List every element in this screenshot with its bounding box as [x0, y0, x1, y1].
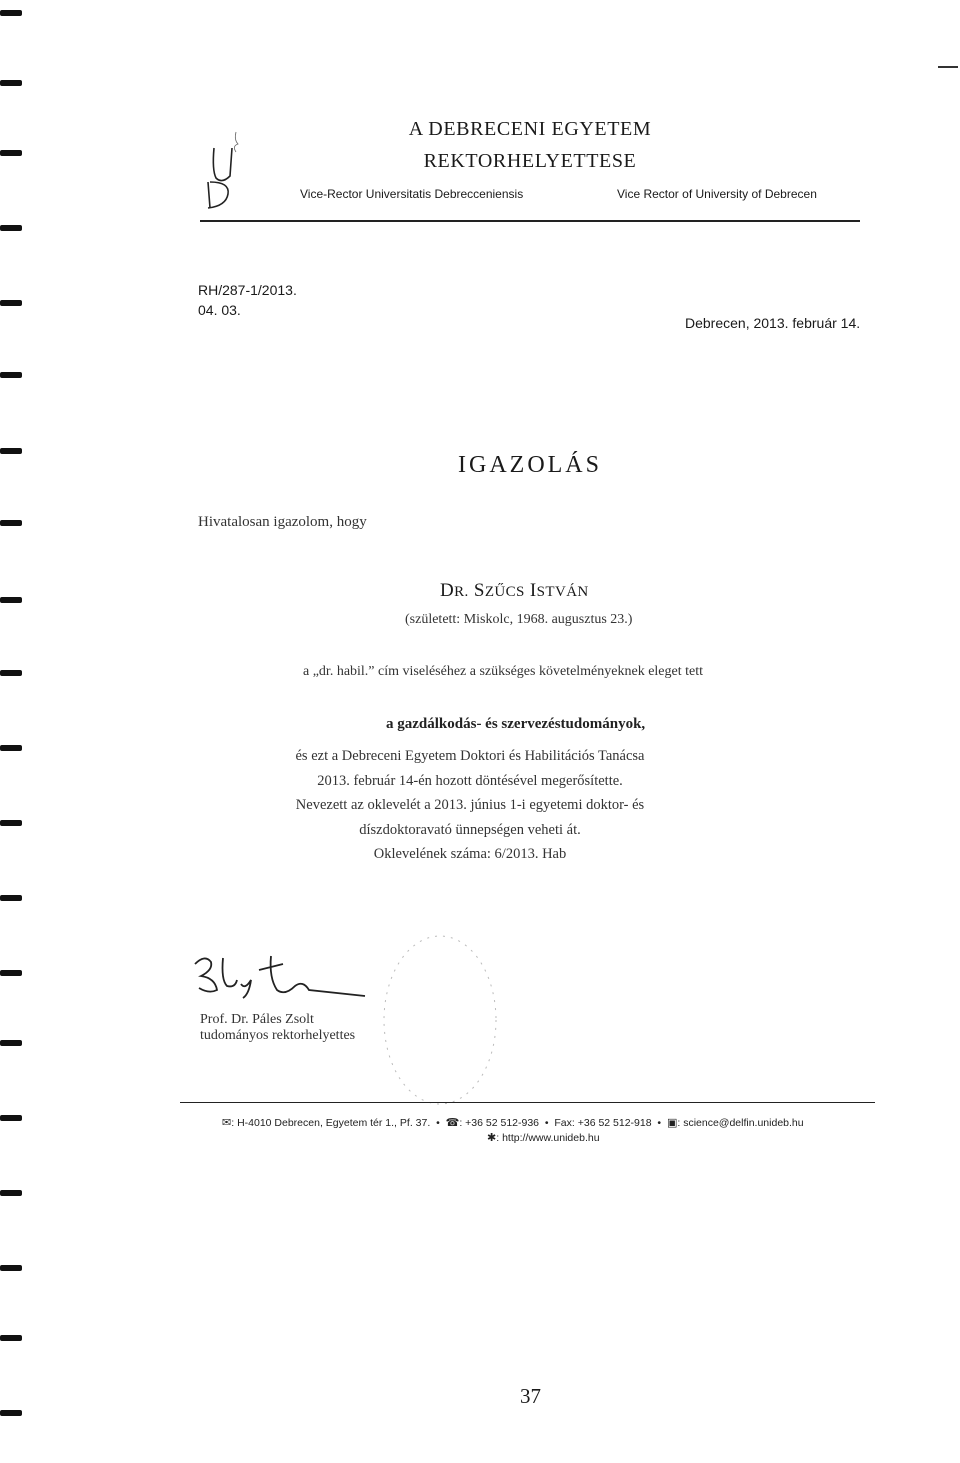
name-prefix-rest: R. [454, 584, 469, 600]
corner-dash [938, 66, 958, 68]
signer-role: tudományos rektorhelyettes [200, 1028, 356, 1043]
surname-rest: ZŰCS [484, 584, 525, 600]
intro-text: Hivatalosan igazolom, hogy [198, 514, 367, 530]
body-line: Oklevelének száma: 6/2013. Hab [373, 846, 567, 862]
footer-web-line: ✱: http://www.unideb.hu [487, 1132, 600, 1144]
reference-date: 04. 03. [198, 302, 241, 318]
phone-icon: ☎ [445, 1117, 460, 1129]
birth-details: (született: Miskolc, 1968. augusztus 23.) [405, 612, 633, 627]
computer-icon: ▣ [666, 1117, 678, 1129]
surname-initial: S [473, 580, 485, 601]
body-line: 2013. február 14-én hozott döntésével megerősítette. [317, 772, 623, 789]
signer-name: Prof. Dr. Páles Zsolt [200, 1012, 314, 1027]
signer-block [200, 1012, 355, 1044]
fax-label: Fax: [554, 1117, 575, 1129]
given-name-initial: I [529, 580, 537, 601]
globe-icon: ✱ [487, 1132, 497, 1144]
footer-contact-line: ✉: H-4010 Debrecen, Egyetem tér 1., Pf. 37. • ☎: +36 52 512-936 • Fax: +36 52 512-918 • ▣: science@delfin.unideb.hu [222, 1117, 804, 1129]
scientific-field: a gazdálkodás- és szervezéstudományok, [386, 716, 646, 732]
body-line: díszdoktoravató ünnepségen veheti át. [359, 821, 581, 838]
footer-address: H-4010 Debrecen, Egyetem tér 1., Pf. 37. [237, 1117, 431, 1129]
body-line: és ezt a Debreceni Egyetem Doktori és Habilitációs Tanácsa [295, 748, 645, 764]
footer-web[interactable]: http://www.unideb.hu [502, 1132, 600, 1144]
body-text [240, 744, 700, 867]
footer-rule [180, 1102, 875, 1103]
document-title: IGAZOLÁS [458, 452, 602, 478]
university-name: A DEBRECENI EGYETEM [408, 118, 652, 140]
office-name: REKTORHELYETTESE [423, 150, 637, 172]
name-prefix-initial: D [440, 580, 455, 601]
footer-fax: +36 52 512-918 [577, 1117, 652, 1129]
reference-number: RH/287-1/2013. [198, 282, 297, 298]
handwritten-signature [185, 950, 385, 1006]
footer-phone: +36 52 512-936 [465, 1117, 540, 1129]
university-logo [196, 130, 256, 210]
place-and-date: Debrecen, 2013. február 14. [685, 315, 861, 331]
page-number: 37 [520, 1384, 541, 1408]
header-rule [200, 220, 860, 222]
latin-subtitle: Vice-Rector Universitatis Debrecceniensis [300, 187, 524, 201]
footer-email[interactable]: science@delfin.unideb.hu [683, 1117, 804, 1129]
habil-statement: a „dr. habil.” cím viseléséhez a szükséges követelményeknek eleget tett [303, 664, 704, 679]
given-name-rest: STVÁN [536, 584, 589, 600]
faint-stamp [380, 930, 520, 1110]
envelope-icon: ✉ [222, 1117, 232, 1129]
english-subtitle: Vice Rector of University of Debrecen [617, 187, 817, 201]
body-line: Nevezett az oklevelét a 2013. június 1-i egyetemi doktor- és [295, 797, 645, 813]
person-name [440, 580, 589, 602]
